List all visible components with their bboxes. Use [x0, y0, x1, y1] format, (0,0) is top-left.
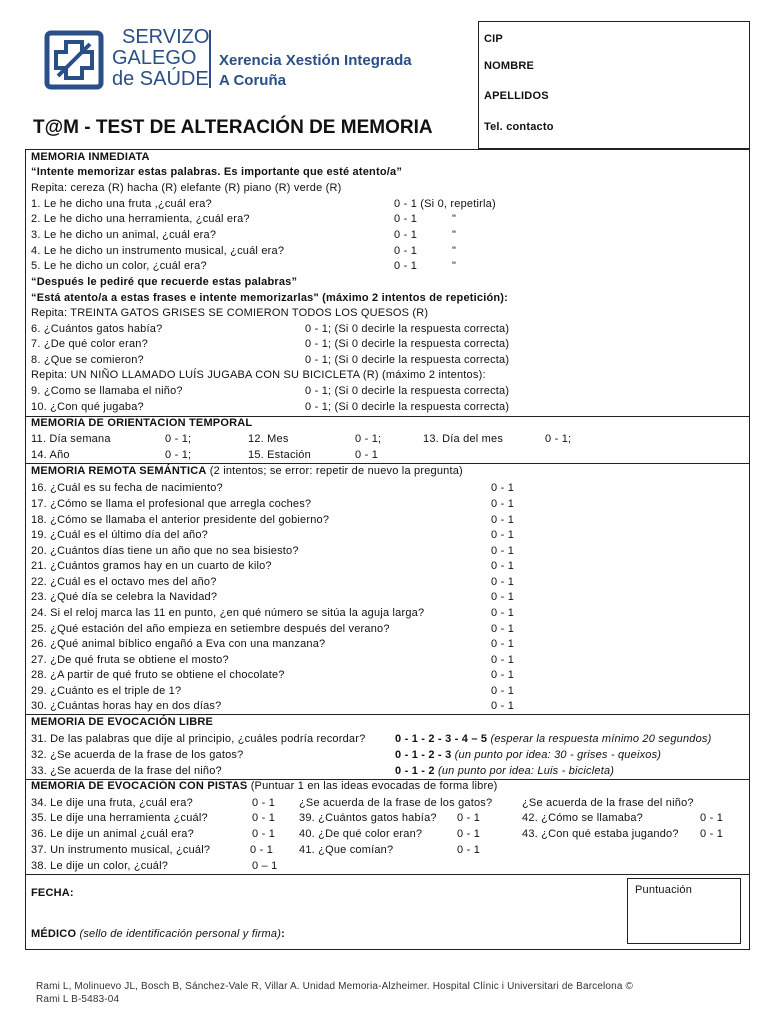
logo-divider: [209, 30, 211, 88]
question: 17. ¿Cómo se llama el profesional que arregla coches?: [31, 498, 312, 510]
question: 4. Le he dicho un instrumento musical, ¿cuál era?: [31, 245, 285, 257]
score[interactable]: 0 - 1: [700, 828, 724, 840]
score[interactable]: 0 - 1;: [355, 433, 382, 445]
repeat-phrase: Repita: TREINTA GATOS GRISES SE COMIERON TODOS LOS QUESOS (R): [31, 307, 429, 319]
score[interactable]: 0 - 1: [457, 828, 481, 840]
score-line: [395, 733, 711, 746]
score[interactable]: 0 - 1;: [165, 433, 192, 445]
score[interactable]: 0 - 1: [252, 812, 276, 824]
score[interactable]: 0 - 1;: [545, 433, 572, 445]
score[interactable]: 0 - 1: [491, 685, 515, 697]
question: 20. ¿Cuántos días tiene un año que no sea bisiesto?: [31, 545, 299, 557]
score[interactable]: 0 - 1: [491, 607, 515, 619]
instruction: “Está atento/a a estas frases e intente memorizarlas" (máximo 2 intentos de repetición):: [31, 292, 509, 304]
score[interactable]: 0 – 1: [252, 860, 278, 872]
question: 29. ¿Cuánto es el triple de 1?: [31, 685, 182, 697]
question: 10. ¿Con qué jugaba?: [31, 401, 144, 413]
logo-text-line1: SERVIZO: [122, 26, 210, 48]
score[interactable]: 0 - 1: [491, 482, 515, 494]
score[interactable]: 0 - 1: [457, 812, 481, 824]
question: 8. ¿Que se comieron?: [31, 354, 144, 366]
score[interactable]: 0 - 1: [491, 498, 515, 510]
question: 28. ¿A partir de qué fruto se obtiene el chocolate?: [31, 669, 285, 681]
nombre-field[interactable]: NOMBRE: [484, 60, 535, 72]
question: 33. ¿Se acuerda de la frase del niño?: [31, 765, 222, 777]
score[interactable]: 0 - 1 - 2 - 3 - 4 – 5: [395, 733, 488, 745]
medico-field[interactable]: [31, 928, 285, 941]
section-title: MEMORIA DE ORIENTACION TEMPORAL: [31, 417, 253, 429]
question: 37. Un instrumento musical, ¿cuál?: [31, 844, 211, 856]
section-subtitle: (Puntuar 1 en las ideas evocadas de forma libre): [247, 780, 498, 792]
question: 21. ¿Cuántos gramos hay en un cuarto de kilo?: [31, 560, 272, 572]
score[interactable]: 0 - 1: [394, 229, 418, 241]
subheading: ¿Se acuerda de la frase del niño?: [522, 797, 694, 809]
score[interactable]: 0 - 1: [491, 591, 515, 603]
section-title: MEMORIA INMEDIATA: [31, 151, 150, 163]
question: 2. Le he dicho una herramienta, ¿cuál era?: [31, 213, 250, 225]
section-subtitle: (2 intentos; se error: repetir de nuevo la pregunta): [206, 465, 463, 477]
score[interactable]: 0 - 1: [491, 669, 515, 681]
ditto-mark: ": [452, 245, 457, 257]
question: 24. Si el reloj marca las 11 en punto, ¿en qué número se sitúa la aguja larga?: [31, 607, 425, 619]
question: 16. ¿Cuál es su fecha de nacimiento?: [31, 482, 223, 494]
section-title: MEMORIA DE EVOCACIÓN CON PISTAS: [31, 780, 248, 792]
tel-contacto-field[interactable]: Tel. contacto: [484, 121, 554, 133]
score[interactable]: 0 - 1: [457, 844, 481, 856]
score[interactable]: 0 - 1: [491, 560, 515, 572]
question: 38. Le dije un color, ¿cuál?: [31, 860, 169, 872]
question: 43. ¿Con qué estaba jugando?: [522, 828, 679, 840]
scoring-note: (un punto por idea: 30 - grises - queixos): [451, 749, 662, 761]
logo-text-line2: GALEGO: [112, 47, 197, 69]
page-title: T@M - TEST DE ALTERACIÓN DE MEMORIA: [33, 117, 433, 138]
question: 25. ¿Qué estación del año empieza en setiembre después del verano?: [31, 623, 390, 635]
score[interactable]: 0 - 1; (Si 0 decirle la respuesta correcta): [305, 323, 510, 335]
score[interactable]: 0 - 1; (Si 0 decirle la respuesta correcta): [305, 401, 510, 413]
question: 15. Estación: [248, 449, 311, 461]
org-name-line1: Xerencia Xestión Integrada: [219, 52, 412, 69]
score[interactable]: 0 - 1: [250, 844, 274, 856]
footer-registration: Rami L B-5483-04: [36, 994, 120, 1005]
question: 18. ¿Cómo se llamaba el anterior presidente del gobierno?: [31, 514, 330, 526]
org-name-line2: A Coruña: [219, 72, 286, 89]
medico-label: MÉDICO: [31, 928, 77, 940]
section-heading: [31, 465, 463, 478]
section-title: MEMORIA REMOTA SEMÁNTICA: [31, 465, 207, 477]
question: 7. ¿De qué color eran?: [31, 338, 148, 350]
puntuacion-label: Puntuación: [635, 884, 693, 896]
question: 9. ¿Como se llamaba el niño?: [31, 385, 183, 397]
score[interactable]: 0 - 1: [252, 828, 276, 840]
ditto-mark: ": [452, 260, 457, 272]
question: 3. Le he dicho un animal, ¿cuál era?: [31, 229, 217, 241]
footer-citation: Rami L, Molinuevo JL, Bosch B, Sánchez-Vale R, Villar A. Unidad Memoria-Alzheimer. Hospital Clínic i Universitari de Barcelona ©: [36, 981, 633, 992]
question: 11. Día semana: [31, 433, 111, 445]
question: 40. ¿De qué color eran?: [299, 828, 423, 840]
score[interactable]: 0 - 1: [491, 514, 515, 526]
repeat-words: Repita: cereza (R) hacha (R) elefante (R) piano (R) verde (R): [31, 182, 342, 194]
section-heading: [31, 780, 498, 793]
score-line: [395, 765, 614, 778]
score[interactable]: 0 - 1: [394, 245, 418, 257]
score[interactable]: 0 - 1: [491, 623, 515, 635]
score[interactable]: 0 - 1: [394, 213, 418, 225]
question: 42. ¿Cómo se llamaba?: [522, 812, 643, 824]
question: 34. Le dije una fruta, ¿cuál era?: [31, 797, 193, 809]
score[interactable]: 0 - 1: [491, 700, 515, 712]
question: 1. Le he dicho una fruta ,¿cuál era?: [31, 198, 212, 210]
score[interactable]: 0 - 1: [491, 638, 515, 650]
score[interactable]: 0 - 1: [252, 797, 276, 809]
question: 39. ¿Cuántos gatos había?: [299, 812, 437, 824]
question: 6. ¿Cuántos gatos había?: [31, 323, 163, 335]
score[interactable]: 0 - 1: [491, 576, 515, 588]
question: 13. Día del mes: [423, 433, 504, 445]
score[interactable]: 0 - 1 - 2: [395, 765, 435, 777]
question: 14. Año: [31, 449, 70, 461]
question: 22. ¿Cuál es el octavo mes del año?: [31, 576, 217, 588]
medico-colon: :: [281, 928, 285, 940]
score[interactable]: 0 - 1: [491, 529, 515, 541]
score[interactable]: 0 - 1: [355, 449, 379, 461]
subheading: ¿Se acuerda de la frase de los gatos?: [299, 797, 493, 809]
cip-field[interactable]: CIP: [484, 33, 503, 45]
question: 41. ¿Que comían?: [299, 844, 394, 856]
question: 5. Le he dicho un color, ¿cuál era?: [31, 260, 207, 272]
question: 26. ¿Qué animal bíblico engañó a Eva con una manzana?: [31, 638, 326, 650]
instruction: “Después le pediré que recuerde estas palabras”: [31, 276, 298, 288]
medico-note: (sello de identificación personal y firma): [76, 928, 282, 940]
instruction: “Intente memorizar estas palabras. Es importante que esté atento/a”: [31, 166, 403, 178]
logo-text-line3: de SAÚDE: [112, 68, 209, 90]
question: 27. ¿De qué fruta se obtiene el mosto?: [31, 654, 229, 666]
score[interactable]: 0 - 1 (Si 0, repetirla): [394, 198, 496, 210]
repeat-phrase: Repita: UN NIÑO LLAMADO LUÍS JUGABA CON SU BICICLETA (R) (máximo 2 intentos):: [31, 369, 486, 381]
score[interactable]: 0 - 1: [491, 654, 515, 666]
question: 23. ¿Qué día se celebra la Navidad?: [31, 591, 218, 603]
ditto-mark: ": [452, 213, 457, 225]
score[interactable]: 0 - 1; (Si 0 decirle la respuesta correcta): [305, 354, 510, 366]
score[interactable]: 0 - 1; (Si 0 decirle la respuesta correcta): [305, 385, 510, 397]
score[interactable]: 0 - 1;: [165, 449, 192, 461]
apellidos-field[interactable]: APELLIDOS: [484, 90, 549, 102]
question: 30. ¿Cuántas horas hay en dos días?: [31, 700, 222, 712]
question: 35. Le dije una herramienta ¿cuál?: [31, 812, 208, 824]
score[interactable]: 0 - 1 - 2 - 3: [395, 749, 452, 761]
score[interactable]: 0 - 1: [394, 260, 418, 272]
scoring-note: (un punto por idea: Luis - bicicleta): [434, 765, 615, 777]
question: 36. Le dije un animal ¿cuál era?: [31, 828, 194, 840]
question: 12. Mes: [248, 433, 289, 445]
section-title: MEMORIA DE EVOCACIÓN LIBRE: [31, 716, 214, 728]
question: 19. ¿Cuál es el último día del año?: [31, 529, 208, 541]
question: 31. De las palabras que dije al principio, ¿cuáles podría recordar?: [31, 733, 366, 745]
score[interactable]: 0 - 1: [700, 812, 724, 824]
score[interactable]: 0 - 1; (Si 0 decirle la respuesta correcta): [305, 338, 510, 350]
question: 32. ¿Se acuerda de la frase de los gatos?: [31, 749, 244, 761]
ditto-mark: ": [452, 229, 457, 241]
score[interactable]: 0 - 1: [491, 545, 515, 557]
score-line: [395, 749, 661, 762]
fecha-field[interactable]: FECHA:: [31, 887, 74, 899]
scoring-note: (esperar la respuesta mínimo 20 segundos): [487, 733, 712, 745]
servizo-galego-logo-icon: [44, 30, 104, 90]
